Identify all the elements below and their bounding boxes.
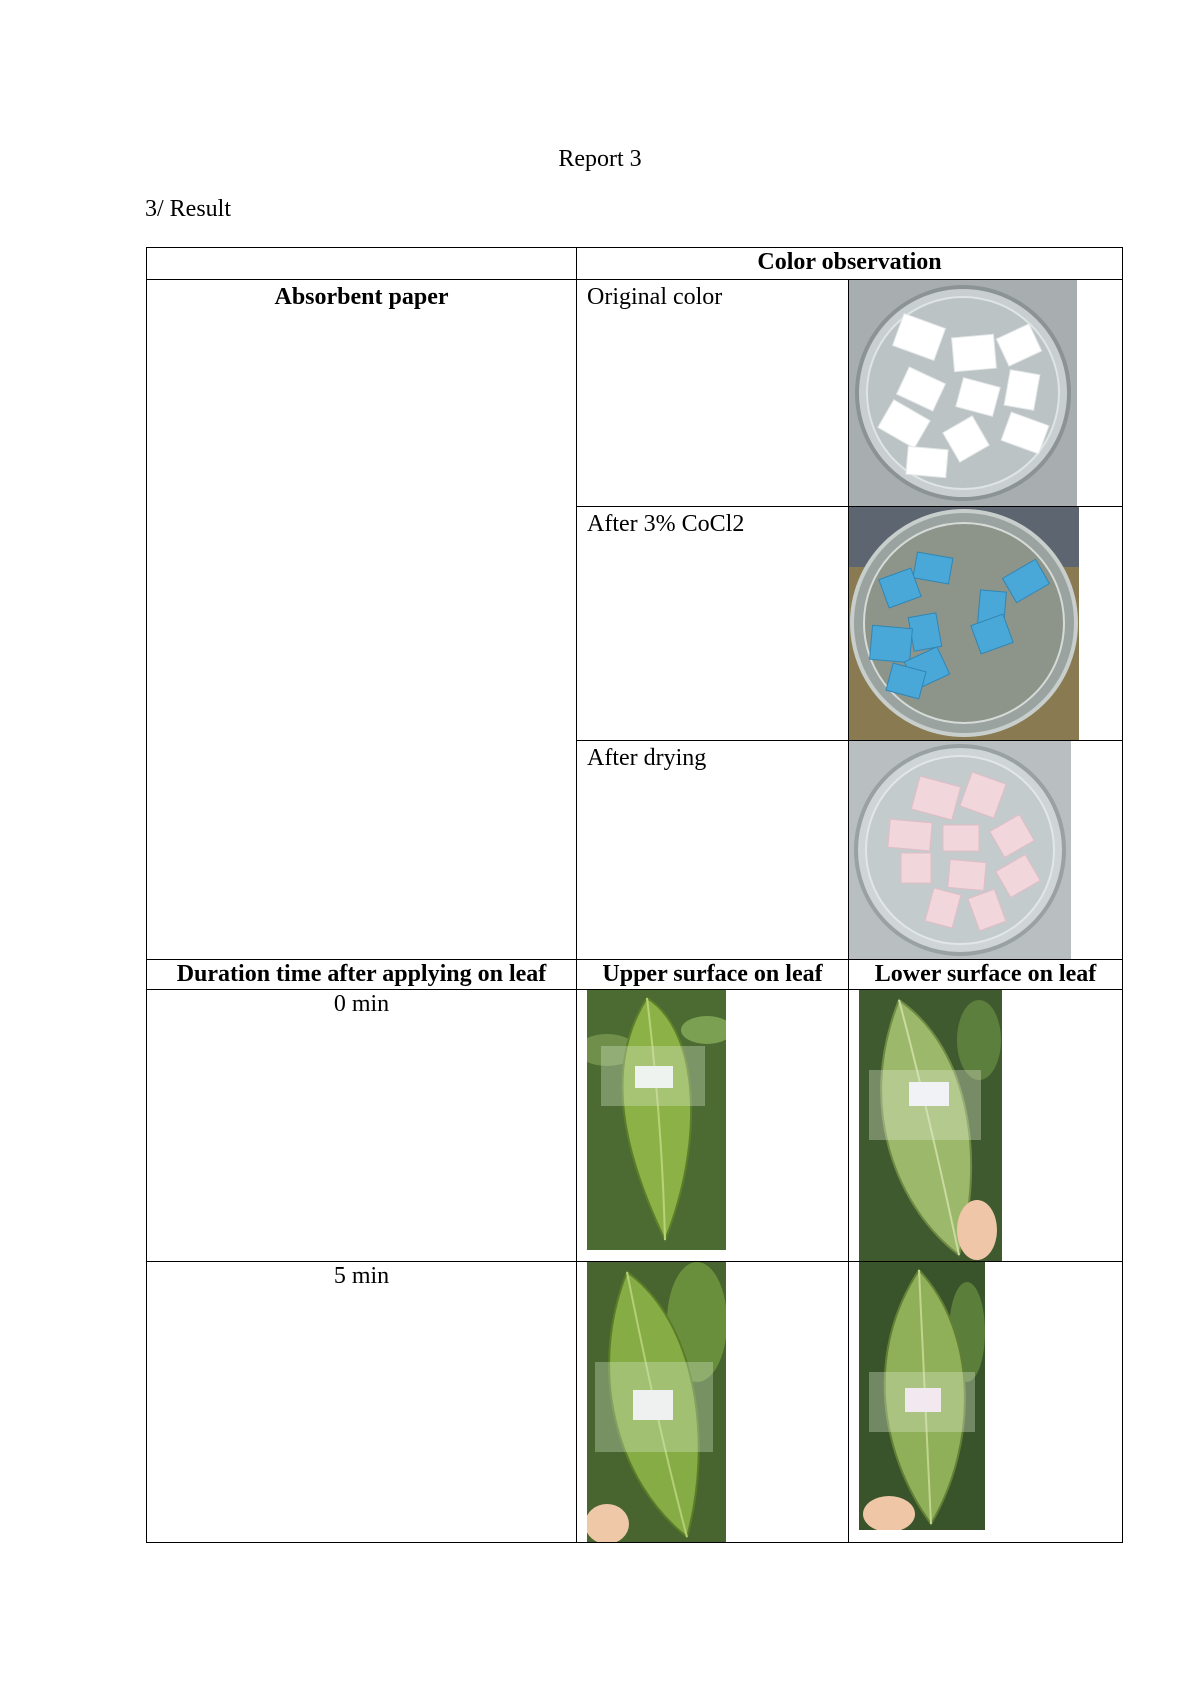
table-row <box>147 280 1123 507</box>
color-observation-header: Color observation <box>577 248 1123 280</box>
stage-label: After drying <box>577 741 849 960</box>
leaf-lower-0min-photo <box>859 990 1122 1261</box>
section-heading: 3/ Result <box>145 196 232 222</box>
leaf-header-row <box>147 960 1123 990</box>
photo-cell <box>849 741 1123 960</box>
document-title: Report 3 <box>558 146 642 172</box>
photo-cell <box>577 1262 849 1543</box>
photo-cell <box>577 990 849 1262</box>
photo-cell <box>849 507 1123 741</box>
stage-label: Original color <box>577 280 849 507</box>
photo-cell <box>849 990 1123 1262</box>
absorbent-paper-label: Absorbent paper <box>147 280 577 960</box>
petri-dish-cocl2-photo <box>849 507 1122 740</box>
empty-header-cell <box>147 248 577 280</box>
time-label: 5 min <box>147 1262 577 1543</box>
petri-dish-dried-photo <box>849 741 1122 959</box>
upper-surface-header: Upper surface on leaf <box>577 960 849 990</box>
leaf-upper-0min-photo <box>587 990 848 1250</box>
duration-header: Duration time after applying on leaf <box>147 960 577 990</box>
petri-dish-original-photo <box>849 280 1122 506</box>
leaf-upper-5min-photo <box>587 1262 848 1542</box>
leaf-lower-5min-photo <box>859 1262 1122 1530</box>
table-row <box>147 990 1123 1262</box>
stage-label: After 3% CoCl2 <box>577 507 849 741</box>
lower-surface-header: Lower surface on leaf <box>849 960 1123 990</box>
photo-cell <box>849 1262 1123 1543</box>
table-row <box>147 1262 1123 1543</box>
table-header-row <box>147 248 1123 280</box>
photo-cell <box>849 280 1123 507</box>
time-label: 0 min <box>147 990 577 1262</box>
results-table <box>146 247 1123 1543</box>
